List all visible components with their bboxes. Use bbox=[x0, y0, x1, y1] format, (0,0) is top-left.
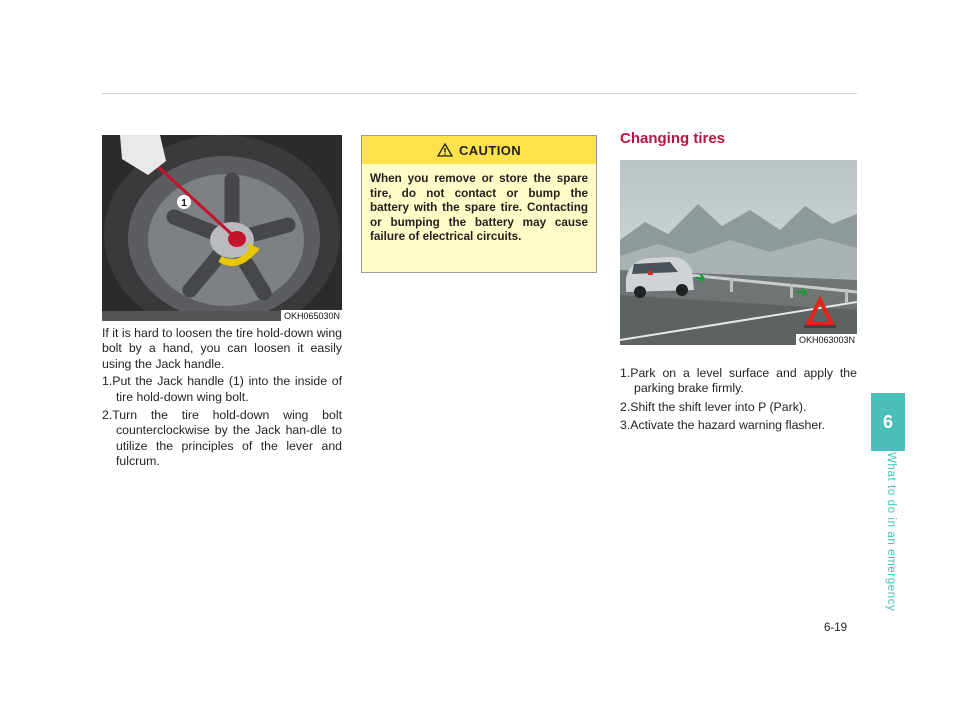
left-step-list bbox=[102, 374, 342, 469]
list-item: 1.Park on a level surface and apply the parking brake firmly. bbox=[620, 366, 857, 396]
right-body-text bbox=[620, 366, 857, 437]
spare-tire-photo bbox=[102, 135, 342, 321]
roadside-illustration bbox=[620, 160, 857, 345]
chapter-tab: 6 bbox=[871, 393, 905, 451]
photo-code-left: OKH065030N bbox=[281, 310, 342, 321]
caution-title: CAUTION bbox=[458, 142, 522, 158]
chapter-title: What to do in an emergency bbox=[885, 452, 897, 612]
caution-text: When you remove or store the spare tire, do not contact or bump the battery with the spare tire. Contacting or bumping the battery may cause failure of electrical circuits. bbox=[362, 164, 596, 272]
warning-triangle-icon bbox=[437, 143, 453, 157]
list-item: 2.Turn the tire hold-down wing bolt counterclockwise by the Jack han-dle to utilize the principles of the lever and fulcrum. bbox=[102, 408, 342, 469]
list-item: 3.Activate the hazard warning flasher. bbox=[620, 418, 826, 433]
spare-tire-illustration bbox=[102, 135, 342, 321]
list-item: 2.Shift the shift lever into P (Park). bbox=[620, 399, 807, 414]
list-item: 1.Put the Jack handle (1) into the inside of tire hold-down wing bolt. bbox=[102, 374, 342, 404]
section-heading: Changing tires bbox=[620, 130, 726, 147]
caution-header bbox=[362, 136, 596, 164]
photo-code-right: OKH063003N bbox=[796, 334, 857, 345]
page-number: 6-19 bbox=[824, 622, 848, 634]
left-body-text bbox=[102, 326, 342, 473]
right-step-list bbox=[620, 366, 857, 434]
intro-paragraph: If it is hard to loosen the tire hold-down wing bolt by a hand, you can loosen it easily using the Jack handle. bbox=[102, 326, 342, 371]
callout-number: 1 bbox=[181, 198, 187, 209]
roadside-car-photo bbox=[620, 160, 857, 345]
caution-box bbox=[361, 135, 597, 273]
top-rule bbox=[102, 93, 857, 94]
